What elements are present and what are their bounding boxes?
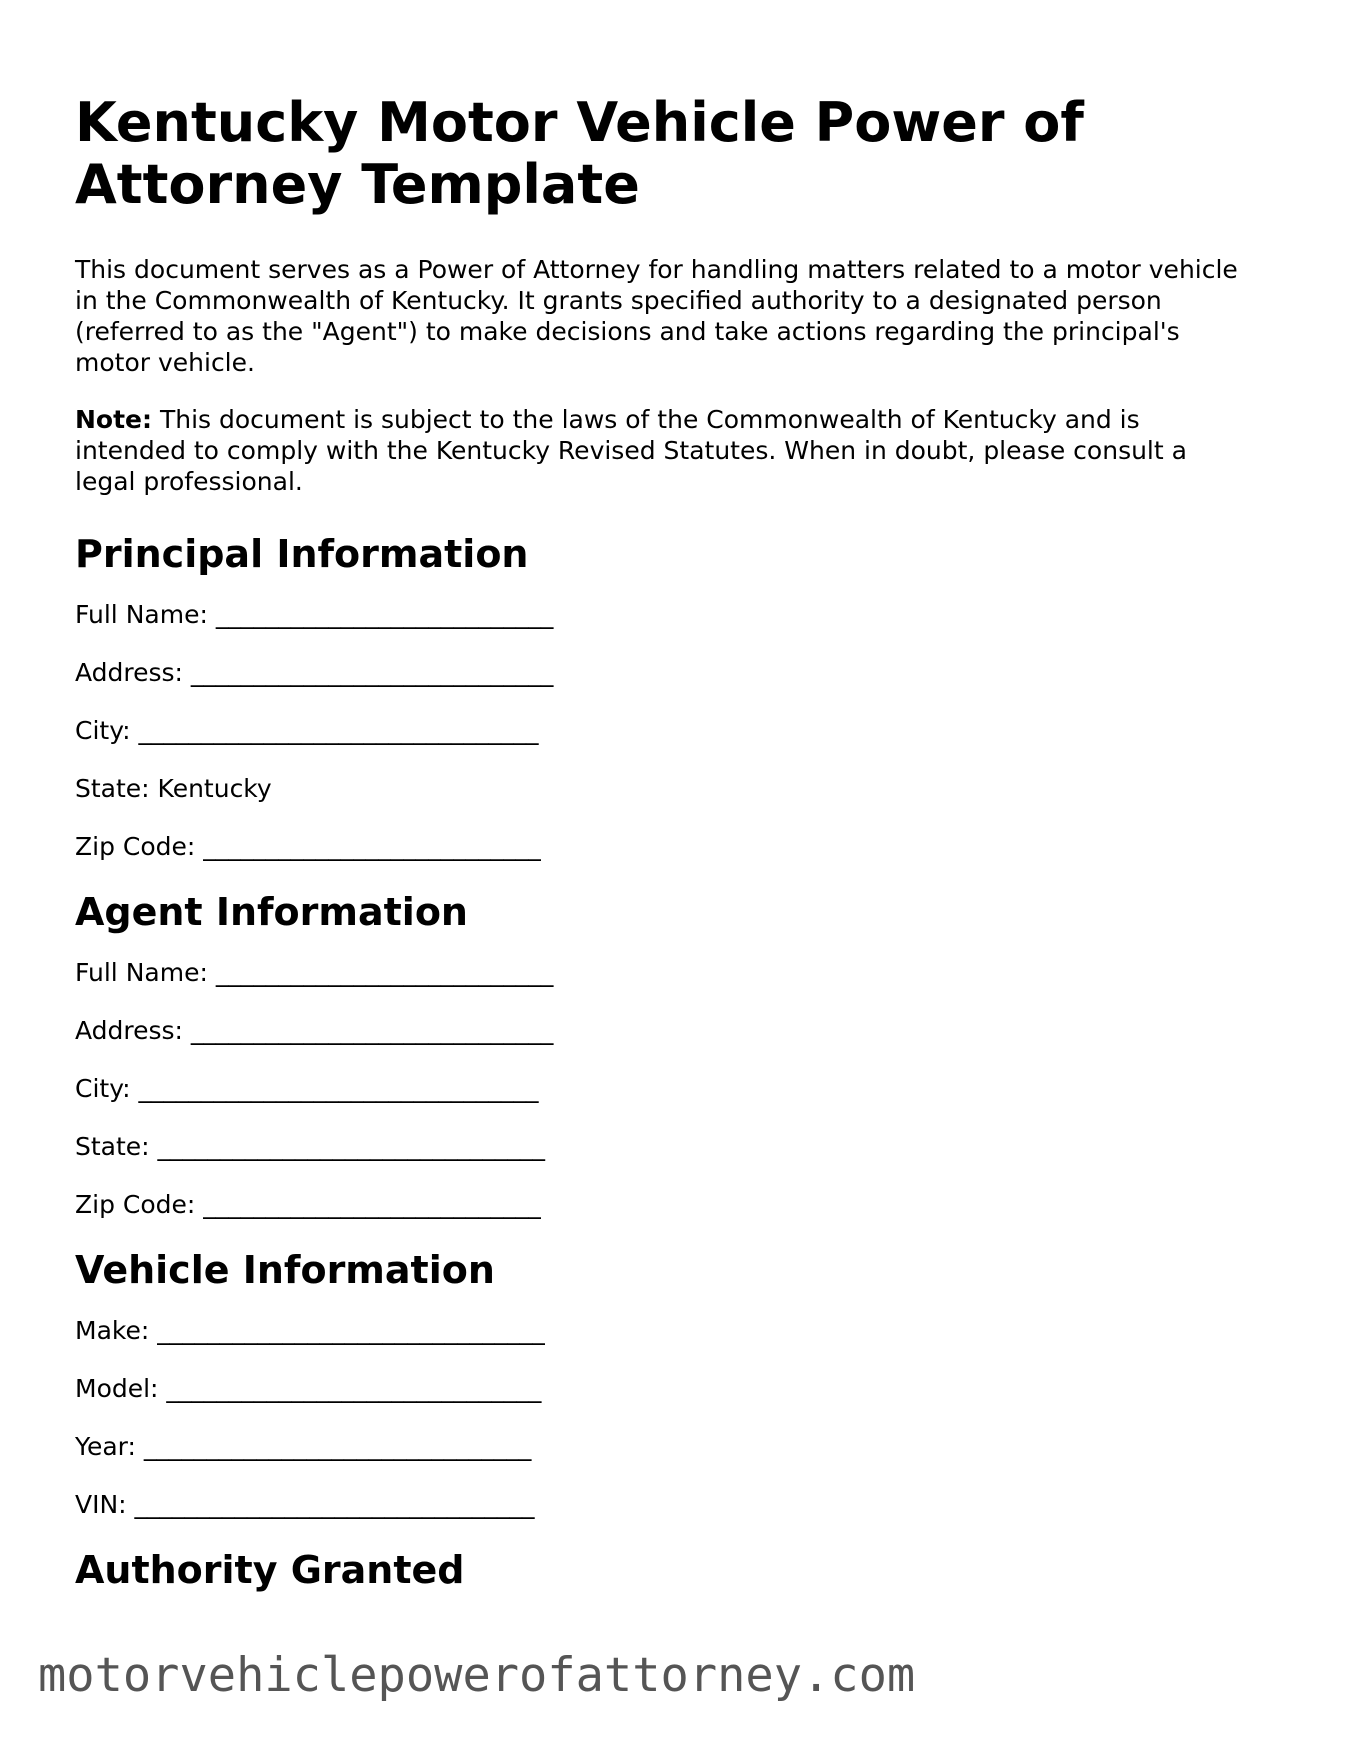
principal-heading: Principal Information xyxy=(75,532,529,576)
principal-zip-field: Zip Code: ___________________________ xyxy=(75,832,541,861)
vehicle-heading: Vehicle Information xyxy=(75,1248,495,1292)
document-page xyxy=(75,92,1275,1615)
authority-heading: Authority Granted xyxy=(75,1548,465,1592)
principal-section xyxy=(75,531,1275,863)
agent-zip-field: Zip Code: ___________________________ xyxy=(75,1190,541,1219)
document-title: Kentucky Motor Vehicle Power of Attorney Template xyxy=(75,91,1084,216)
agent-section xyxy=(75,889,1275,1221)
agent-heading: Agent Information xyxy=(75,890,468,934)
principal-state-field: State: Kentucky xyxy=(75,774,272,803)
site-watermark: motorvehiclepowerofattorney.com xyxy=(38,1648,916,1703)
authority-section xyxy=(75,1547,1275,1593)
agent-full-name-field: Full Name: ___________________________ xyxy=(75,958,554,987)
agent-state-field: State: _______________________________ xyxy=(75,1132,546,1161)
vehicle-year-field: Year: _______________________________ xyxy=(75,1432,532,1461)
principal-city-field: City: ________________________________ xyxy=(75,716,539,745)
note-paragraph xyxy=(75,404,1255,497)
principal-address-field: Address: _____________________________ xyxy=(75,658,554,687)
note-label: Note: xyxy=(75,405,153,434)
vehicle-vin-field: VIN: ________________________________ xyxy=(75,1490,535,1519)
vehicle-section xyxy=(75,1247,1275,1521)
agent-address-field: Address: _____________________________ xyxy=(75,1016,554,1045)
vehicle-make-field: Make: _______________________________ xyxy=(75,1316,545,1345)
vehicle-model-field: Model: ______________________________ xyxy=(75,1374,542,1403)
agent-city-field: City: ________________________________ xyxy=(75,1074,539,1103)
intro-paragraph: This document serves as a Power of Attorney for handling matters related to a motor vehicle in the Commonwealth of Kentucky. It grants specified authority to a designated person (referred to as the "Agent") to make decisions and take actions regarding the principal's motor vehicle. xyxy=(75,255,1238,377)
principal-full-name-field: Full Name: ___________________________ xyxy=(75,600,554,629)
note-text: This document is subject to the laws of the Commonwealth of Kentucky and is intended to comply with the Kentucky Revised Statutes. When in doubt, please consult a legal professional. xyxy=(75,405,1187,496)
